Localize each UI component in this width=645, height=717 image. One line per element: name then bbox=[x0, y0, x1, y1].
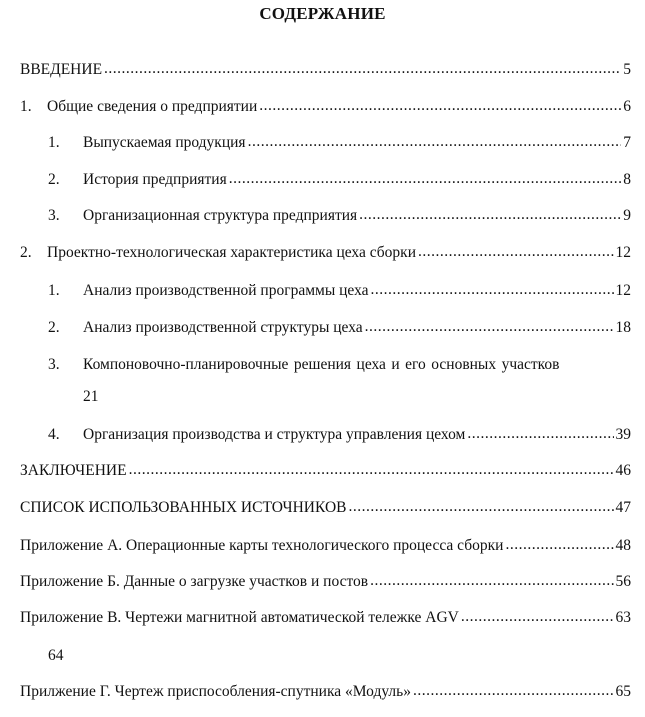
toc-leader-dots bbox=[370, 569, 613, 593]
toc-entry-label: Приложение Б. Данные о загрузке участков и постов bbox=[20, 573, 369, 590]
toc-entry-conclusion[interactable] bbox=[20, 459, 631, 483]
toc-entry-label: Приложение В. Чертежи магнитной автоматической тележке AGV bbox=[20, 609, 459, 626]
toc-entry-page: 18 bbox=[615, 319, 631, 336]
toc-entry-number: 1. bbox=[48, 282, 60, 299]
toc-leader-dots bbox=[348, 495, 613, 519]
toc-entry-page: 7 bbox=[623, 134, 631, 151]
toc-entry-label: Анализ производственной программы цеха bbox=[83, 282, 369, 299]
toc-entry-number: 3. bbox=[48, 356, 60, 373]
toc-leader-dots bbox=[248, 130, 622, 154]
toc-entry-subsection-2-1[interactable] bbox=[48, 279, 631, 303]
toc-entry-section-2[interactable] bbox=[20, 241, 631, 265]
toc-entry-label: Выпускаемая продукция bbox=[83, 134, 246, 151]
toc-entry-page: 48 bbox=[615, 537, 631, 554]
toc-entry-page-wrapped bbox=[83, 385, 99, 409]
toc-entry-label: История предприятия bbox=[83, 171, 227, 188]
toc-entry-page: 64 bbox=[48, 647, 64, 664]
toc-entry-label: ВВЕДЕНИЕ bbox=[20, 61, 103, 78]
toc-leader-dots bbox=[259, 94, 621, 118]
toc-entry-page: 12 bbox=[615, 244, 631, 261]
toc-leader-dots bbox=[371, 278, 614, 302]
toc-entry-number: 1. bbox=[48, 134, 60, 151]
toc-leader-dots bbox=[129, 458, 614, 482]
toc-entry-subsection-2-4[interactable] bbox=[48, 423, 631, 447]
toc-entry-appendix-g[interactable] bbox=[20, 680, 631, 704]
toc-entry-page: 8 bbox=[623, 171, 631, 188]
toc-entry-label: Организация производства и структура управления цехом bbox=[83, 426, 466, 443]
toc-entry-continuation bbox=[48, 644, 64, 668]
toc-leader-dots bbox=[467, 422, 613, 446]
toc-leader-dots bbox=[365, 315, 614, 339]
toc-entry-section-1[interactable] bbox=[20, 95, 631, 119]
toc-entry-label: Компоновочно-планировочные решения цеха и его основных участков bbox=[83, 356, 560, 373]
toc-leader-dots bbox=[413, 679, 614, 703]
toc-entry-label: Приложение А. Операционные карты технологического процесса сборки bbox=[20, 537, 504, 554]
toc-leader-dots bbox=[461, 605, 614, 629]
toc-leader-dots bbox=[104, 57, 621, 81]
toc-entry-page: 39 bbox=[615, 426, 631, 443]
toc-entry-number: 1. bbox=[20, 98, 32, 115]
toc-entry-page: 5 bbox=[623, 61, 631, 78]
page-title: СОДЕРЖАНИЕ bbox=[259, 4, 386, 23]
toc-leader-dots bbox=[229, 167, 622, 191]
toc-entry-label: Общие сведения о предприятии bbox=[47, 98, 258, 115]
toc-entry-number: 2. bbox=[20, 244, 32, 261]
toc-entry-page: 12 bbox=[615, 282, 631, 299]
toc-entry-page: 21 bbox=[83, 388, 99, 405]
toc-entry-label: Прилжение Г. Чертеж приспособления-спутника «Модуль» bbox=[20, 683, 411, 700]
toc-leader-dots bbox=[359, 203, 621, 227]
toc-entry-number: 2. bbox=[48, 319, 60, 336]
toc-entry-label: Организационная структура предприятия bbox=[83, 207, 358, 224]
toc-entry-references[interactable] bbox=[20, 496, 631, 520]
toc-entry-label: Анализ производственной структуры цеха bbox=[83, 319, 363, 336]
toc-entry-page: 46 bbox=[615, 462, 631, 479]
toc-entry-page: 9 bbox=[623, 207, 631, 224]
toc-entry-label: ЗАКЛЮЧЕНИЕ bbox=[20, 462, 127, 479]
toc-entry-number: 3. bbox=[48, 207, 60, 224]
toc-leader-dots bbox=[505, 533, 613, 557]
toc-entry-page: 65 bbox=[615, 683, 631, 700]
toc-entry-subsection-1-2[interactable] bbox=[48, 168, 631, 192]
toc-leader-dots bbox=[418, 240, 614, 264]
toc-entry-label: Проектно-технологическая характеристика цеха сборки bbox=[47, 244, 416, 261]
toc-entry-subsection-2-3[interactable] bbox=[48, 353, 631, 377]
toc-entry-subsection-2-2[interactable] bbox=[48, 316, 631, 340]
toc-entry-number: 4. bbox=[48, 426, 60, 443]
toc-entry-page: 47 bbox=[615, 499, 631, 516]
toc-entry-label: СПИСОК ИСПОЛЬЗОВАННЫХ ИСТОЧНИКОВ bbox=[20, 499, 347, 516]
toc-entry-appendix-a[interactable] bbox=[20, 534, 631, 558]
toc-entry-appendix-b[interactable] bbox=[20, 570, 631, 594]
toc-entry-appendix-v[interactable] bbox=[20, 606, 631, 630]
toc-entry-number: 2. bbox=[48, 171, 60, 188]
toc-entry-page: 56 bbox=[615, 573, 631, 590]
toc-entry-introduction[interactable] bbox=[20, 58, 631, 82]
toc-entry-subsection-1-3[interactable] bbox=[48, 204, 631, 228]
toc-entry-page: 6 bbox=[623, 98, 631, 115]
toc-entry-subsection-1-1[interactable] bbox=[48, 131, 631, 155]
toc-entry-page: 63 bbox=[615, 609, 631, 626]
